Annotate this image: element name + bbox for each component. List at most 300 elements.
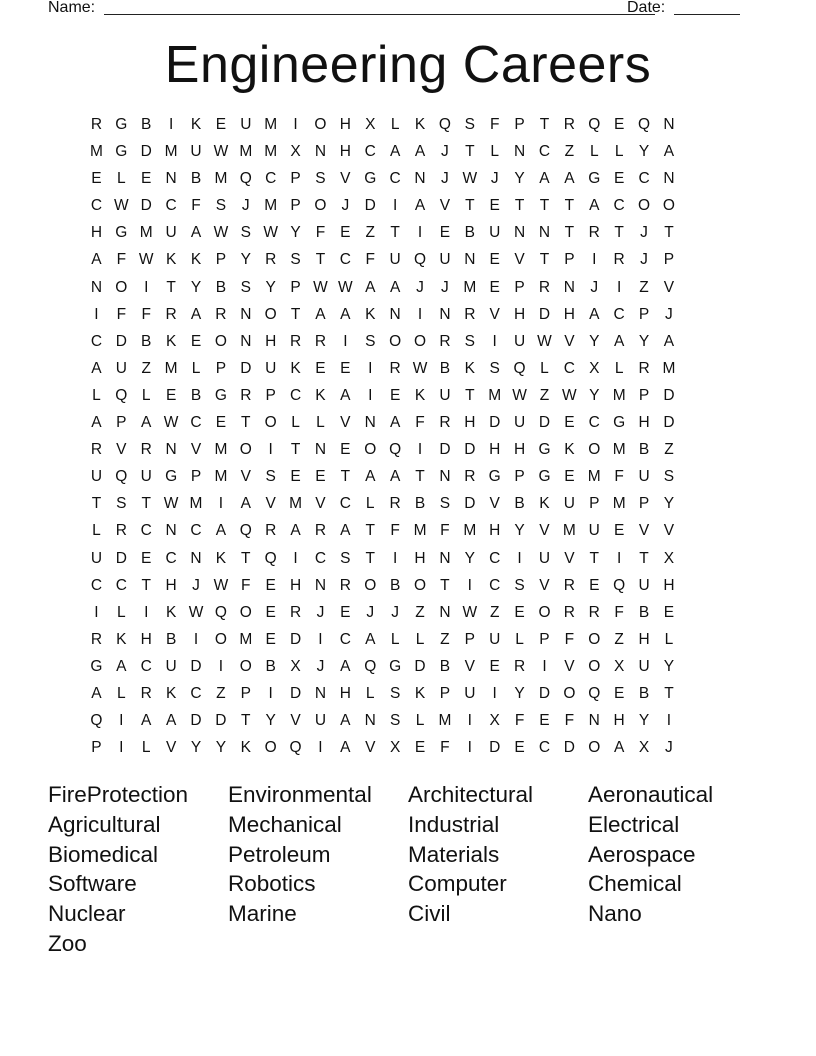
- grid-letter[interactable]: P: [290, 197, 301, 215]
- grid-letter[interactable]: I: [343, 332, 348, 350]
- grid-letter[interactable]: D: [489, 739, 501, 757]
- grid-letter[interactable]: G: [538, 468, 551, 486]
- grid-letter[interactable]: N: [563, 278, 575, 296]
- grid-letter[interactable]: A: [91, 251, 102, 269]
- grid-letter[interactable]: I: [94, 603, 99, 621]
- grid-letter[interactable]: C: [613, 305, 625, 323]
- grid-letter[interactable]: J: [416, 278, 424, 296]
- grid-letter[interactable]: C: [190, 414, 202, 432]
- grid-letter[interactable]: G: [115, 224, 128, 242]
- grid-letter[interactable]: T: [539, 116, 550, 133]
- grid-letter[interactable]: W: [163, 414, 179, 432]
- grid-letter[interactable]: S: [663, 468, 675, 486]
- grid-letter[interactable]: R: [314, 332, 327, 350]
- grid-letter[interactable]: S: [315, 170, 326, 188]
- grid-letter[interactable]: P: [514, 116, 525, 133]
- grid-letter[interactable]: W: [263, 224, 278, 242]
- grid-letter[interactable]: V: [365, 739, 376, 757]
- grid-letter[interactable]: K: [240, 739, 251, 757]
- grid-letter[interactable]: U: [389, 251, 401, 269]
- grid-letter[interactable]: F: [514, 712, 525, 730]
- grid-letter[interactable]: N: [663, 116, 675, 133]
- grid-letter[interactable]: T: [241, 549, 251, 567]
- grid-letter[interactable]: O: [264, 414, 277, 432]
- grid-letter[interactable]: P: [91, 739, 102, 757]
- grid-letter[interactable]: U: [439, 386, 451, 404]
- grid-letter[interactable]: R: [513, 657, 526, 675]
- grid-letter[interactable]: A: [414, 197, 426, 215]
- grid-letter[interactable]: P: [439, 684, 451, 702]
- grid-letter[interactable]: T: [415, 468, 425, 486]
- grid-letter[interactable]: H: [265, 332, 277, 350]
- grid-letter[interactable]: M: [214, 468, 228, 486]
- grid-letter[interactable]: P: [464, 630, 475, 648]
- grid-letter[interactable]: N: [414, 170, 426, 188]
- grid-letter[interactable]: I: [417, 224, 423, 242]
- grid-letter[interactable]: J: [316, 657, 325, 675]
- grid-letter[interactable]: H: [638, 630, 650, 648]
- grid-letter[interactable]: O: [115, 278, 128, 296]
- grid-letter[interactable]: G: [613, 414, 626, 432]
- grid-letter[interactable]: C: [489, 576, 501, 594]
- grid-letter[interactable]: B: [265, 657, 276, 675]
- grid-letter[interactable]: I: [318, 739, 323, 757]
- grid-letter[interactable]: W: [338, 278, 353, 296]
- grid-letter[interactable]: L: [191, 359, 201, 377]
- grid-letter[interactable]: E: [340, 224, 351, 242]
- grid-letter[interactable]: G: [488, 468, 501, 486]
- grid-letter[interactable]: A: [414, 143, 426, 161]
- grid-letter[interactable]: D: [364, 197, 376, 215]
- grid-letter[interactable]: S: [464, 332, 475, 350]
- grid-letter[interactable]: T: [166, 278, 176, 296]
- grid-letter[interactable]: B: [514, 495, 525, 513]
- grid-letter[interactable]: Y: [638, 712, 650, 730]
- grid-letter[interactable]: R: [638, 359, 650, 377]
- grid-letter[interactable]: Q: [364, 657, 377, 675]
- grid-letter[interactable]: I: [119, 739, 124, 757]
- grid-letter[interactable]: F: [191, 197, 201, 215]
- grid-letter[interactable]: I: [467, 576, 472, 594]
- grid-letter[interactable]: U: [439, 251, 451, 269]
- grid-letter[interactable]: R: [90, 116, 103, 133]
- grid-letter[interactable]: O: [239, 657, 252, 675]
- grid-letter[interactable]: U: [638, 576, 650, 594]
- grid-letter[interactable]: Y: [265, 712, 276, 730]
- grid-letter[interactable]: F: [315, 224, 326, 242]
- grid-letter[interactable]: Q: [389, 441, 402, 459]
- grid-letter[interactable]: W: [512, 386, 527, 404]
- grid-letter[interactable]: A: [340, 305, 351, 323]
- grid-letter[interactable]: O: [314, 116, 327, 133]
- grid-letter[interactable]: U: [563, 495, 575, 513]
- grid-letter[interactable]: D: [538, 684, 551, 702]
- grid-letter[interactable]: I: [417, 305, 423, 323]
- grid-letter[interactable]: F: [116, 251, 127, 269]
- grid-letter[interactable]: L: [92, 386, 101, 404]
- grid-letter[interactable]: C: [638, 170, 650, 188]
- grid-letter[interactable]: T: [539, 197, 550, 215]
- grid-letter[interactable]: G: [214, 386, 227, 404]
- grid-letter[interactable]: L: [390, 630, 400, 648]
- grid-letter[interactable]: P: [589, 495, 600, 513]
- grid-letter[interactable]: K: [165, 603, 177, 621]
- grid-letter[interactable]: R: [165, 305, 177, 323]
- grid-letter[interactable]: R: [240, 386, 252, 404]
- grid-letter[interactable]: L: [117, 684, 126, 702]
- grid-letter[interactable]: F: [614, 603, 624, 621]
- grid-letter[interactable]: O: [214, 630, 227, 648]
- grid-letter[interactable]: E: [564, 414, 575, 432]
- grid-letter[interactable]: B: [638, 441, 650, 459]
- grid-letter[interactable]: M: [164, 359, 178, 377]
- grid-letter[interactable]: L: [614, 143, 624, 161]
- grid-letter[interactable]: W: [138, 251, 154, 269]
- grid-letter[interactable]: E: [215, 116, 227, 133]
- grid-letter[interactable]: F: [241, 576, 251, 594]
- grid-letter[interactable]: P: [215, 251, 227, 269]
- grid-letter[interactable]: M: [413, 522, 427, 540]
- grid-letter[interactable]: A: [389, 278, 401, 296]
- grid-letter[interactable]: M: [164, 143, 178, 161]
- grid-letter[interactable]: N: [588, 712, 600, 730]
- grid-letter[interactable]: R: [538, 278, 551, 296]
- grid-letter[interactable]: D: [140, 197, 152, 215]
- grid-letter[interactable]: J: [640, 224, 648, 242]
- grid-letter[interactable]: A: [91, 414, 102, 432]
- grid-letter[interactable]: K: [414, 684, 426, 702]
- grid-letter[interactable]: E: [514, 739, 525, 757]
- grid-letter[interactable]: W: [213, 224, 229, 242]
- grid-letter[interactable]: C: [563, 359, 575, 377]
- grid-letter[interactable]: W: [188, 603, 204, 621]
- grid-letter[interactable]: M: [463, 278, 477, 296]
- grid-letter[interactable]: Z: [539, 386, 550, 404]
- grid-letter[interactable]: S: [389, 684, 401, 702]
- grid-letter[interactable]: S: [240, 278, 251, 296]
- grid-letter[interactable]: U: [538, 549, 551, 567]
- grid-letter[interactable]: U: [140, 468, 152, 486]
- grid-letter[interactable]: A: [589, 197, 600, 215]
- grid-letter[interactable]: N: [364, 712, 376, 730]
- grid-letter[interactable]: R: [563, 576, 575, 594]
- grid-letter[interactable]: Q: [214, 603, 227, 621]
- grid-letter[interactable]: Q: [264, 549, 277, 567]
- grid-letter[interactable]: V: [638, 522, 650, 540]
- grid-letter[interactable]: R: [265, 522, 277, 540]
- grid-letter[interactable]: D: [464, 441, 476, 459]
- grid-letter[interactable]: N: [464, 251, 476, 269]
- grid-letter[interactable]: A: [315, 305, 326, 323]
- grid-letter[interactable]: X: [613, 657, 625, 675]
- grid-letter[interactable]: I: [119, 712, 124, 730]
- grid-letter[interactable]: W: [537, 332, 552, 350]
- grid-letter[interactable]: A: [215, 522, 227, 540]
- grid-letter[interactable]: F: [116, 305, 127, 323]
- grid-letter[interactable]: V: [240, 468, 251, 486]
- grid-letter[interactable]: I: [144, 278, 149, 296]
- grid-letter[interactable]: L: [490, 143, 499, 161]
- grid-letter[interactable]: E: [141, 170, 152, 188]
- grid-letter[interactable]: E: [265, 630, 276, 648]
- grid-letter[interactable]: X: [365, 116, 376, 133]
- grid-letter[interactable]: J: [665, 305, 673, 323]
- grid-letter[interactable]: E: [613, 684, 625, 702]
- grid-letter[interactable]: C: [90, 332, 103, 350]
- grid-letter[interactable]: E: [340, 359, 351, 377]
- grid-letter[interactable]: Y: [638, 143, 650, 161]
- grid-letter[interactable]: G: [165, 468, 178, 486]
- grid-letter[interactable]: E: [589, 576, 600, 594]
- grid-letter[interactable]: N: [513, 224, 526, 242]
- grid-letter[interactable]: T: [664, 684, 674, 702]
- grid-letter[interactable]: D: [663, 414, 675, 432]
- grid-letter[interactable]: C: [165, 549, 177, 567]
- grid-letter[interactable]: E: [290, 468, 301, 486]
- grid-letter[interactable]: S: [514, 576, 525, 594]
- grid-letter[interactable]: N: [190, 549, 202, 567]
- grid-letter[interactable]: C: [314, 549, 327, 567]
- grid-letter[interactable]: C: [115, 576, 127, 594]
- grid-letter[interactable]: X: [489, 712, 500, 730]
- grid-letter[interactable]: A: [613, 332, 625, 350]
- grid-letter[interactable]: R: [613, 251, 625, 269]
- grid-letter[interactable]: N: [538, 224, 551, 242]
- grid-letter[interactable]: O: [364, 441, 377, 459]
- grid-letter[interactable]: J: [441, 143, 449, 161]
- grid-letter[interactable]: I: [318, 630, 323, 648]
- grid-letter[interactable]: D: [464, 495, 476, 513]
- grid-letter[interactable]: R: [215, 305, 227, 323]
- name-blank-line[interactable]: [104, 14, 655, 15]
- grid-letter[interactable]: I: [666, 712, 672, 730]
- grid-letter[interactable]: U: [513, 332, 526, 350]
- grid-letter[interactable]: V: [439, 197, 451, 215]
- grid-letter[interactable]: E: [489, 251, 500, 269]
- grid-letter[interactable]: M: [264, 116, 278, 133]
- grid-letter[interactable]: E: [414, 739, 426, 757]
- grid-letter[interactable]: U: [165, 657, 177, 675]
- grid-letter[interactable]: M: [239, 143, 253, 161]
- grid-letter[interactable]: E: [489, 657, 500, 675]
- grid-letter[interactable]: M: [488, 386, 502, 404]
- grid-letter[interactable]: U: [638, 657, 650, 675]
- grid-letter[interactable]: N: [90, 278, 103, 296]
- grid-letter[interactable]: L: [415, 630, 425, 648]
- grid-letter[interactable]: H: [339, 116, 351, 133]
- grid-letter[interactable]: I: [542, 657, 547, 675]
- grid-letter[interactable]: C: [190, 522, 202, 540]
- grid-letter[interactable]: I: [517, 549, 522, 567]
- grid-letter[interactable]: A: [589, 305, 600, 323]
- grid-letter[interactable]: M: [438, 712, 452, 730]
- grid-letter[interactable]: B: [141, 116, 152, 133]
- grid-letter[interactable]: M: [612, 441, 626, 459]
- grid-letter[interactable]: E: [613, 170, 625, 188]
- grid-letter[interactable]: E: [489, 197, 500, 215]
- grid-letter[interactable]: S: [240, 224, 251, 242]
- grid-letter[interactable]: G: [588, 170, 601, 188]
- grid-letter[interactable]: L: [365, 495, 375, 513]
- grid-letter[interactable]: O: [662, 197, 675, 215]
- grid-letter[interactable]: M: [562, 522, 576, 540]
- grid-letter[interactable]: R: [439, 332, 451, 350]
- grid-letter[interactable]: C: [489, 549, 501, 567]
- grid-letter[interactable]: Z: [564, 143, 575, 161]
- grid-letter[interactable]: G: [90, 657, 103, 675]
- grid-letter[interactable]: N: [314, 684, 327, 702]
- grid-letter[interactable]: R: [339, 576, 351, 594]
- grid-letter[interactable]: O: [588, 739, 601, 757]
- grid-letter[interactable]: Y: [514, 522, 525, 540]
- grid-letter[interactable]: K: [165, 332, 177, 350]
- grid-letter[interactable]: O: [239, 441, 252, 459]
- grid-letter[interactable]: K: [165, 684, 177, 702]
- grid-letter[interactable]: E: [165, 386, 177, 404]
- grid-letter[interactable]: V: [340, 414, 351, 432]
- grid-letter[interactable]: R: [289, 332, 302, 350]
- grid-letter[interactable]: U: [314, 712, 327, 730]
- grid-letter[interactable]: T: [365, 549, 375, 567]
- grid-letter[interactable]: M: [139, 224, 153, 242]
- grid-letter[interactable]: B: [165, 630, 177, 648]
- grid-letter[interactable]: S: [464, 116, 475, 133]
- grid-letter[interactable]: H: [165, 576, 177, 594]
- grid-letter[interactable]: K: [365, 305, 376, 323]
- grid-letter[interactable]: E: [340, 603, 351, 621]
- grid-letter[interactable]: Y: [240, 251, 251, 269]
- grid-letter[interactable]: M: [612, 386, 626, 404]
- grid-letter[interactable]: L: [316, 414, 325, 432]
- grid-letter[interactable]: M: [214, 441, 228, 459]
- grid-letter[interactable]: V: [489, 305, 500, 323]
- grid-letter[interactable]: R: [115, 522, 127, 540]
- grid-letter[interactable]: N: [513, 143, 526, 161]
- grid-letter[interactable]: K: [464, 359, 475, 377]
- grid-letter[interactable]: C: [588, 414, 600, 432]
- grid-letter[interactable]: T: [564, 197, 575, 215]
- grid-letter[interactable]: I: [218, 657, 224, 675]
- grid-letter[interactable]: W: [462, 170, 478, 188]
- grid-letter[interactable]: N: [439, 305, 451, 323]
- grid-letter[interactable]: I: [467, 739, 472, 757]
- grid-letter[interactable]: U: [240, 116, 252, 133]
- grid-letter[interactable]: T: [465, 143, 475, 161]
- grid-letter[interactable]: A: [663, 332, 675, 350]
- grid-letter[interactable]: T: [639, 549, 649, 567]
- grid-letter[interactable]: E: [389, 386, 401, 404]
- grid-letter[interactable]: T: [465, 197, 475, 215]
- grid-letter[interactable]: A: [91, 359, 102, 377]
- grid-letter[interactable]: L: [141, 739, 151, 757]
- grid-letter[interactable]: I: [417, 441, 423, 459]
- grid-letter[interactable]: D: [439, 441, 451, 459]
- grid-letter[interactable]: O: [364, 576, 377, 594]
- grid-letter[interactable]: Q: [588, 684, 601, 702]
- grid-letter[interactable]: Q: [115, 468, 128, 486]
- grid-letter[interactable]: C: [339, 251, 351, 269]
- grid-letter[interactable]: I: [467, 712, 472, 730]
- grid-letter[interactable]: C: [538, 143, 551, 161]
- grid-letter[interactable]: E: [564, 468, 575, 486]
- grid-letter[interactable]: I: [268, 441, 273, 459]
- grid-letter[interactable]: H: [414, 549, 426, 567]
- grid-letter[interactable]: I: [368, 359, 373, 377]
- grid-letter[interactable]: R: [90, 441, 103, 459]
- grid-letter[interactable]: A: [290, 522, 301, 540]
- grid-letter[interactable]: O: [264, 739, 277, 757]
- grid-letter[interactable]: D: [240, 359, 252, 377]
- grid-letter[interactable]: S: [116, 495, 127, 513]
- grid-letter[interactable]: W: [412, 359, 428, 377]
- grid-letter[interactable]: A: [389, 468, 401, 486]
- grid-letter[interactable]: D: [489, 414, 501, 432]
- grid-letter[interactable]: E: [439, 224, 451, 242]
- grid-letter[interactable]: V: [116, 441, 127, 459]
- grid-letter[interactable]: E: [514, 603, 525, 621]
- grid-letter[interactable]: N: [240, 332, 252, 350]
- grid-letter[interactable]: K: [190, 251, 202, 269]
- grid-letter[interactable]: E: [613, 522, 625, 540]
- grid-letter[interactable]: R: [289, 603, 302, 621]
- grid-letter[interactable]: X: [290, 657, 301, 675]
- grid-letter[interactable]: P: [514, 278, 525, 296]
- grid-letter[interactable]: T: [241, 414, 251, 432]
- grid-letter[interactable]: D: [563, 739, 575, 757]
- grid-letter[interactable]: D: [414, 657, 426, 675]
- grid-letter[interactable]: P: [215, 359, 227, 377]
- grid-letter[interactable]: D: [115, 332, 127, 350]
- grid-letter[interactable]: P: [638, 386, 650, 404]
- grid-letter[interactable]: S: [365, 332, 376, 350]
- grid-letter[interactable]: Q: [239, 170, 252, 188]
- grid-letter[interactable]: C: [389, 170, 401, 188]
- grid-letter[interactable]: D: [115, 549, 127, 567]
- grid-letter[interactable]: E: [215, 414, 227, 432]
- grid-letter[interactable]: N: [663, 170, 675, 188]
- grid-letter[interactable]: E: [489, 278, 500, 296]
- grid-letter[interactable]: I: [492, 332, 497, 350]
- grid-letter[interactable]: H: [563, 305, 575, 323]
- grid-letter[interactable]: T: [290, 305, 301, 323]
- grid-letter[interactable]: F: [564, 712, 575, 730]
- grid-letter[interactable]: I: [193, 630, 199, 648]
- grid-letter[interactable]: Q: [115, 386, 128, 404]
- grid-letter[interactable]: Q: [638, 116, 651, 133]
- grid-letter[interactable]: D: [190, 712, 202, 730]
- grid-letter[interactable]: A: [190, 224, 202, 242]
- grid-letter[interactable]: B: [389, 576, 401, 594]
- grid-letter[interactable]: A: [340, 712, 351, 730]
- grid-letter[interactable]: A: [564, 170, 575, 188]
- grid-letter[interactable]: R: [464, 468, 476, 486]
- grid-letter[interactable]: H: [663, 576, 675, 594]
- grid-letter[interactable]: U: [265, 359, 277, 377]
- grid-letter[interactable]: N: [439, 468, 451, 486]
- grid-letter[interactable]: Y: [464, 549, 475, 567]
- grid-letter[interactable]: R: [439, 414, 451, 432]
- grid-letter[interactable]: A: [141, 712, 152, 730]
- grid-letter[interactable]: P: [290, 170, 301, 188]
- grid-letter[interactable]: A: [365, 278, 376, 296]
- grid-letter[interactable]: J: [665, 739, 673, 757]
- grid-letter[interactable]: W: [213, 143, 229, 161]
- grid-letter[interactable]: V: [165, 739, 177, 757]
- grid-letter[interactable]: I: [94, 305, 99, 323]
- grid-letter[interactable]: X: [638, 739, 650, 757]
- grid-letter[interactable]: K: [290, 359, 301, 377]
- grid-letter[interactable]: W: [114, 197, 129, 215]
